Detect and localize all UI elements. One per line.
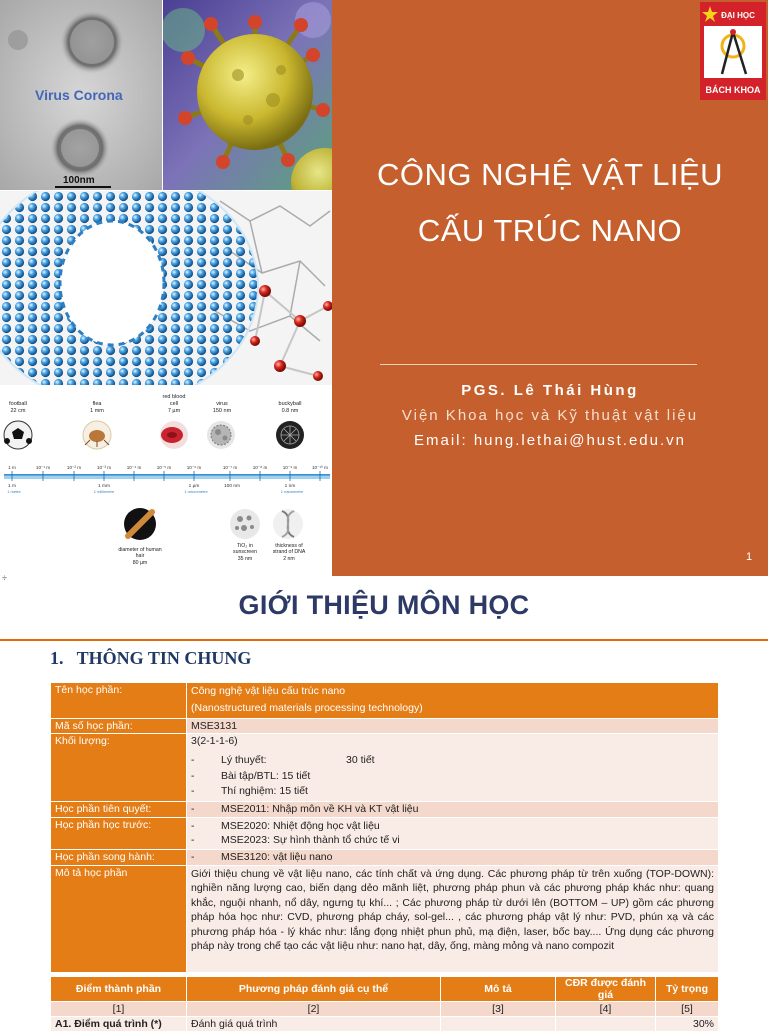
- scale-label-virus: virus: [216, 401, 228, 407]
- hair-label-2: hair: [135, 553, 145, 559]
- dna-size: 2 nm: [283, 556, 295, 562]
- table-cell: Đánh giá quá trình: [187, 1017, 441, 1032]
- item-text: MSE2011: Nhập môn về KH và KT vật liệu: [221, 802, 419, 815]
- table-cell: [556, 1017, 656, 1032]
- list-marker: -: [191, 785, 195, 797]
- column-header: Điểm thành phần: [51, 977, 187, 1002]
- virus-micrograph-image: [0, 0, 162, 190]
- table-cell: A1. Điểm quá trình (*): [51, 1017, 187, 1032]
- table-cell: [441, 1017, 556, 1032]
- scale-label-rbc-2: cell: [169, 401, 179, 407]
- list-item: [191, 784, 714, 800]
- human-hair-icon: [124, 508, 156, 540]
- course-name-vi: Công nghệ vật liệu cấu trúc nano: [191, 685, 346, 697]
- list-item: [191, 819, 714, 834]
- hair-size: 80 µm: [132, 560, 148, 566]
- item-text: Lý thuyết:: [221, 754, 267, 766]
- table-row: [51, 849, 719, 865]
- scale-tick-5: 10⁻⁵ m: [156, 465, 172, 470]
- author-name: PGS. Lê Thái Hùng: [461, 382, 639, 399]
- author-email[interactable]: Email: hung.lethai@hust.edu.vn: [413, 432, 687, 449]
- scale-tick-1: 10⁻¹ m: [35, 465, 51, 470]
- scale-unit-name-1: 1 millimetre: [93, 489, 115, 494]
- scale-unit-name-2: 1 micrometre: [184, 489, 208, 494]
- football-icon: [4, 421, 32, 449]
- column-header: Phương pháp đánh giá cụ thể: [187, 977, 441, 1002]
- column-header: Mô tả: [441, 977, 556, 1002]
- row-label: Học phần tiên quyết:: [51, 801, 187, 817]
- scale-unit-name-0: 1 metre: [7, 489, 21, 494]
- logo-bottom-text: BÁCH KHOA: [705, 85, 761, 95]
- row-label: Khối lượng:: [51, 734, 187, 802]
- table-cell: 30%: [656, 1017, 719, 1032]
- dna-label-2: strand of DNA: [272, 549, 306, 555]
- table-row: [51, 734, 719, 802]
- tio2-size: 35 nm: [237, 556, 253, 562]
- course-name-en: (Nanostructured materials processing technology): [191, 702, 423, 714]
- item-text: MSE2023: Sự hình thành tổ chức tế vi: [221, 834, 400, 846]
- table-row: [51, 865, 719, 972]
- course-title-line-2: CẤU TRÚC NANO: [417, 213, 683, 248]
- tio2-label-2: sunscreen: [233, 549, 257, 555]
- buckyball-icon: [276, 421, 304, 449]
- scale-label-rbc: red blood: [162, 394, 186, 400]
- item-text: Thí nghiệm: 15 tiết: [221, 785, 308, 797]
- tio2-label-1: TiO₂ in: [237, 543, 253, 549]
- logo-top-text: ĐẠI HỌC: [721, 11, 755, 20]
- scale-bar-label: 100nm: [63, 175, 95, 186]
- scale-unit-value-3: 100 nm: [224, 484, 240, 489]
- table-row: [51, 1017, 719, 1032]
- item-text: Bài tập/BTL: 15 tiết: [221, 769, 311, 782]
- table-row: [51, 719, 719, 734]
- table-cell: [1]: [51, 1002, 187, 1017]
- scale-size-football: 22 cm: [10, 408, 26, 414]
- red-blood-cell-icon: [160, 421, 188, 449]
- scale-tick-3: 10⁻³ m: [96, 465, 112, 470]
- scale-size-virus: 150 nm: [212, 408, 232, 414]
- list-marker: -: [191, 819, 195, 832]
- table-row: [51, 817, 719, 849]
- scale-label-flea: flea: [92, 401, 102, 407]
- scale-bar: [55, 186, 111, 188]
- heading-divider: [0, 639, 768, 641]
- scale-tick-7: 10⁻⁷ m: [222, 465, 238, 470]
- table-row: [51, 801, 719, 817]
- scale-size-rbc: 7 µm: [167, 408, 181, 414]
- list-item: [191, 753, 714, 769]
- tio2-particles-icon: [230, 509, 260, 539]
- flea-icon: [83, 421, 111, 449]
- item-text: MSE3120: vật liệu nano: [221, 850, 333, 863]
- page-mark: ÷: [2, 573, 7, 583]
- row-value: [187, 734, 719, 802]
- institute-name: Viện Khoa học và Kỹ thuật vật liệu: [401, 407, 699, 424]
- coronavirus-illustration: [163, 0, 332, 190]
- row-label: Mô tả học phần: [51, 865, 187, 972]
- row-label: Học phần học trước:: [51, 817, 187, 849]
- table-row: [51, 1002, 719, 1017]
- course-description: Giới thiệu chung về vật liệu nano, các tính chất và ứng dụng. Các phương pháp từ trên xuống (TOP-DOWN): nghiền năng lượng cao, biến dạng dẻo mãnh liệt, phương pháp phun và các phương pháp khác như: quang khắc, nguội nhanh, nổ dây, ngưng tụ khí... ; Các phương pháp từ dưới lên (BOTTOM – UP) gồm các phương pháp hóa học như: CVD, phương pháp cháy, sol-gel... , các phương pháp vật lý như: PVD, phún xạ và các phương pháp hóa - lý khác như: lắng đọng nhiệt phun phủ, mạ điện, laser, bốc bay.... Ứng dụng các phương pháp này trong chế tạo các vật liệu như: nano hạt, dây, ống, màng mỏng và nano compozit: [187, 865, 719, 972]
- scale-tick-2: 10⁻² m: [66, 465, 82, 470]
- list-item: [191, 833, 714, 848]
- scale-unit-value-1: 1 mm: [98, 484, 110, 489]
- course-info-table: [50, 682, 719, 973]
- section-title: 1. THÔNG TIN CHUNG: [50, 648, 252, 668]
- virus-icon: [207, 421, 235, 449]
- nanoscale-size-diagram: [0, 385, 332, 576]
- row-label: Học phần song hành:: [51, 849, 187, 865]
- row-label: Mã số học phần:: [51, 719, 187, 734]
- list-marker: -: [191, 802, 195, 815]
- virus-label: Virus Corona: [35, 87, 123, 103]
- scale-tick-10: 10⁻¹⁰ m: [311, 465, 329, 470]
- scale-tick-8: 10⁻⁸ m: [252, 465, 268, 470]
- scale-label-buckyball: buckyball: [278, 401, 302, 407]
- table-cell: [2]: [187, 1002, 441, 1017]
- scale-label-football: football: [9, 401, 27, 407]
- scale-unit-name-4: 1 nanometre: [280, 489, 304, 494]
- scale-size-flea: 1 mm: [90, 408, 104, 414]
- course-title-line-1: CÔNG NGHỆ VẬT LIỆU: [376, 157, 724, 192]
- scale-tick-9: 10⁻⁹ m: [282, 465, 298, 470]
- dna-strand-icon: [273, 509, 303, 539]
- scale-size-buckyball: 0.8 nm: [281, 408, 299, 414]
- slide-number: 1: [746, 551, 753, 563]
- dna-label-1: thickness of: [275, 543, 303, 549]
- item-extra: 30 tiết: [346, 754, 375, 766]
- credit-value: 3(2-1-1-6): [191, 735, 238, 747]
- list-marker: -: [191, 834, 195, 846]
- row-value: [187, 849, 719, 865]
- scale-unit-value-0: 1 m: [8, 484, 16, 489]
- row-value: [187, 801, 719, 817]
- carbon-nanotube-illustration: [0, 191, 332, 385]
- list-item: [191, 851, 714, 864]
- list-marker: -: [191, 850, 195, 863]
- table-cell: [3]: [441, 1002, 556, 1017]
- scale-tick-6: 10⁻⁶ m: [186, 465, 202, 470]
- bach-khoa-logo: [700, 2, 766, 100]
- scale-unit-value-4: 1 nm: [284, 484, 296, 489]
- list-marker: -: [191, 754, 195, 766]
- column-header: Tỷ trọng: [656, 977, 719, 1002]
- title-divider: [380, 364, 697, 365]
- list-item: [191, 803, 714, 816]
- item-text: MSE2020: Nhiệt động học vật liệu: [221, 819, 380, 832]
- row-value: [187, 683, 719, 719]
- table-row: [51, 683, 719, 719]
- hair-label-1: diameter of human: [118, 547, 162, 553]
- column-header: CĐR được đánh giá: [556, 977, 656, 1002]
- row-value: [187, 817, 719, 849]
- scale-unit-value-2: 1 µm: [188, 484, 200, 489]
- table-cell: [5]: [656, 1002, 719, 1017]
- scale-tick-4: 10⁻⁴ m: [126, 465, 142, 470]
- list-item: [191, 769, 714, 785]
- page-title: GIỚI THIỆU MÔN HỌC: [238, 590, 530, 620]
- scale-axis-bar: [4, 471, 330, 481]
- row-label: Tên học phần:: [51, 683, 187, 719]
- title-panel: [332, 0, 768, 576]
- table-header-row: [51, 977, 719, 1002]
- table-cell: [4]: [556, 1002, 656, 1017]
- scale-tick-0: 1 m: [8, 465, 16, 470]
- list-marker: -: [191, 769, 195, 782]
- course-code: MSE3131: [187, 719, 719, 734]
